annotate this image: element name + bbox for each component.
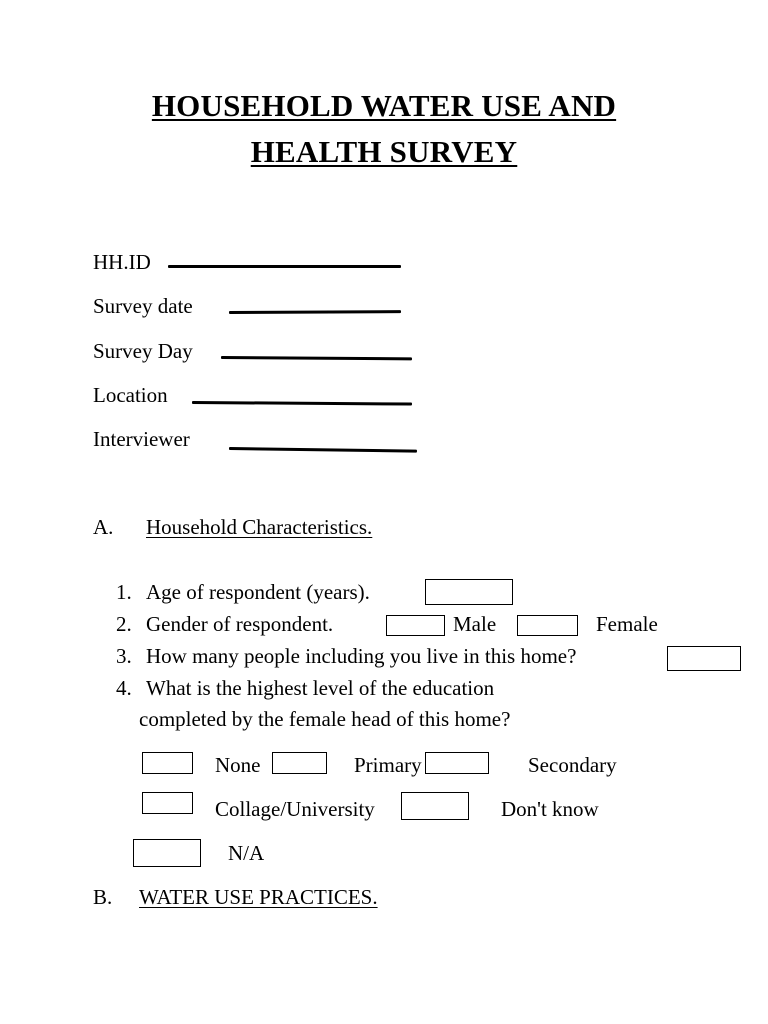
section-b-heading: WATER USE PRACTICES. [139, 885, 378, 909]
section-a-heading: Household Characteristics. [146, 515, 373, 539]
interviewer-label: Interviewer [93, 427, 190, 451]
survey-day-label: Survey Day [93, 339, 193, 363]
survey-title-line1: HOUSEHOLD WATER USE AND [151, 88, 617, 123]
location-field[interactable] [192, 401, 412, 406]
q1-number: 1. [116, 580, 132, 604]
male-checkbox[interactable] [386, 615, 445, 636]
female-option-label: Female [596, 612, 658, 636]
survey-title-line2: HEALTH SURVEY [250, 134, 518, 169]
survey-date-label: Survey date [93, 294, 193, 318]
female-checkbox[interactable] [517, 615, 578, 636]
q4-number: 4. [116, 676, 132, 700]
q3-text: How many people including you live in this home? [146, 644, 577, 668]
secondary-checkbox[interactable] [425, 752, 489, 774]
q2-text: Gender of respondent. [146, 612, 334, 636]
dont-know-checkbox[interactable] [401, 792, 469, 820]
na-checkbox[interactable] [133, 839, 201, 867]
q3-number: 3. [116, 644, 132, 668]
location-label: Location [93, 383, 168, 407]
secondary-option-label: Secondary [528, 753, 617, 777]
hhid-label: HH.ID [93, 250, 151, 274]
dont-know-option-label: Don't know [501, 797, 599, 821]
age-input-box[interactable] [425, 579, 513, 605]
interviewer-field[interactable] [229, 447, 417, 453]
male-option-label: Male [453, 612, 497, 636]
q1-text: Age of respondent (years). [146, 580, 370, 604]
none-checkbox[interactable] [142, 752, 193, 774]
hhid-field[interactable] [168, 265, 401, 268]
primary-checkbox[interactable] [272, 752, 327, 774]
primary-option-label: Primary [354, 753, 422, 777]
section-a-marker: A. [93, 515, 114, 539]
na-option-label: N/A [228, 841, 265, 865]
q2-number: 2. [116, 612, 132, 636]
q4-text-line1: What is the highest level of the education [146, 676, 495, 700]
q4-text-line2: completed by the female head of this home? [139, 707, 511, 731]
college-university-checkbox[interactable] [142, 792, 193, 814]
survey-date-field[interactable] [229, 310, 401, 314]
college-university-option-label: Collage/University [215, 797, 375, 821]
survey-day-field[interactable] [221, 356, 412, 360]
section-b-marker: B. [93, 885, 113, 909]
household-size-input-box[interactable] [667, 646, 741, 671]
none-option-label: None [215, 753, 261, 777]
